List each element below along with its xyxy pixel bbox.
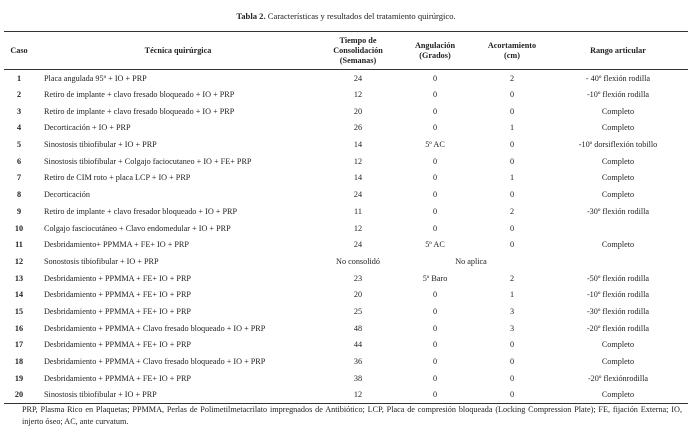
cell-angulacion: 0 [432, 223, 438, 233]
cell-angulacion: 0 [432, 156, 438, 166]
header-acortamiento-line: Acortamiento [487, 40, 537, 50]
cell-caso: 10 [14, 223, 24, 233]
cell-tecnica: Desbridamiento + PPMMA + Clavo fresado bloqueado + IO + PRP [44, 357, 266, 367]
cell-rango: Completo [601, 106, 635, 116]
cell-caso: 18 [14, 357, 24, 367]
header-angulacion-line: Angulación [414, 40, 456, 50]
cell-tecnica: Sinostosis tibiofibular + IO + PRP [44, 140, 157, 150]
cell-rango: -10º flexión rodilla [586, 290, 650, 300]
cell-rango: Completo [601, 357, 635, 367]
cell-tiempo: 26 [353, 123, 363, 133]
cell-angulacion: 0 [432, 90, 438, 100]
cell-tiempo: 23 [353, 273, 363, 283]
cell-tiempo: 44 [353, 340, 363, 350]
table-row [4, 320, 688, 337]
cell-tiempo: 11 [354, 206, 362, 216]
table-row [4, 303, 688, 320]
cell-tiempo: 12 [322, 387, 394, 404]
table-row [4, 120, 688, 137]
cell-tecnica: Sinostosis tibiofibular + IO + PRP [34, 387, 322, 404]
results-table [4, 31, 688, 404]
cell-rango: Completo [601, 240, 635, 250]
header-angulacion [394, 32, 476, 70]
cell-caso: 5 [16, 140, 22, 150]
cell-tecnica: Retiro de implante + clavo fresador bloqueado + IO + PRP [44, 206, 238, 216]
cell-acortamiento: 0 [509, 357, 515, 367]
cell-rango: Completo [601, 156, 635, 166]
cell-rango: - 40º flexión rodilla [585, 73, 651, 83]
cell-angulacion: 0 [432, 340, 438, 350]
table-row [4, 286, 688, 303]
table-footnote: PRP, Plasma Rico en Plaquetas; PPMMA, Perlas de Polimetilmetacrilato impregnados de Antibiótico; LCP, Placa de compresión bloqueada (Locking Compression Plate); FE, fijación Externa; IO, injerto óseo; AC, ante curvatum. [22, 405, 682, 426]
cell-angulacion: 0 [432, 106, 438, 116]
cell-angulacion: 0 [432, 306, 438, 316]
table-row [4, 70, 688, 87]
table-row [4, 370, 688, 387]
header-tiempo [322, 32, 394, 70]
cell-caso: 20 [4, 387, 34, 404]
cell-rango: -20º flexiónrodilla [587, 373, 649, 383]
cell-caso: 8 [16, 190, 22, 200]
cell-tiempo: No consolidó [336, 256, 380, 266]
cell-acortamiento: 2 [509, 273, 515, 283]
cell-angulacion: 0 [432, 323, 438, 333]
cell-tiempo: 24 [353, 190, 363, 200]
cell-acortamiento: 1 [509, 173, 515, 183]
table-caption-text: Características y resultados del tratamiento quirúrgico. [265, 11, 456, 21]
cell-angulacion: 5º AC [425, 140, 445, 150]
cell-tecnica: Desbridamiento + PPMMA + FE+ IO + PRP [44, 373, 191, 383]
cell-tecnica: Retiro de CIM roto + placa LCP + IO + PRP [44, 173, 191, 183]
cell-caso: 16 [14, 323, 24, 333]
cell-rango: Completo [601, 123, 635, 133]
cell-tiempo: 12 [353, 90, 363, 100]
cell-tecnica: Sinostosis tibiofibular + Colgajo faciocutaneo + IO + FE+ PRP [44, 156, 252, 166]
header-caso: Caso [4, 32, 34, 70]
cell-tiempo: 12 [353, 156, 363, 166]
cell-angulacion: 0 [432, 190, 438, 200]
table-row [4, 203, 688, 220]
cell-rango [548, 253, 688, 270]
table-caption-label: Tabla 2. [236, 11, 266, 21]
cell-tecnica: Desbridamiento + PPMMA + FE+ IO + PRP [44, 273, 191, 283]
cell-caso: 2 [16, 90, 22, 100]
cell-rango: -10º dorsiflexión tobillo [578, 140, 658, 150]
cell-tecnica: Decorticación [44, 190, 90, 200]
header-tiempo-line: Consolidación [333, 45, 383, 55]
cell-angulacion: 0 [432, 73, 438, 83]
cell-acortamiento: 0 [509, 106, 515, 116]
cell-acortamiento: No aplica [455, 256, 487, 266]
cell-tiempo: 48 [353, 323, 363, 333]
cell-tiempo: 12 [353, 223, 363, 233]
cell-acortamiento: 0 [476, 387, 548, 404]
cell-caso: 15 [14, 306, 24, 316]
cell-rango: Completo [601, 340, 635, 350]
cell-tiempo: 14 [353, 140, 363, 150]
cell-tiempo: 24 [353, 240, 363, 250]
cell-rango: -10º flexión rodilla [586, 90, 650, 100]
cell-acortamiento: 0 [509, 340, 515, 350]
cell-angulacion: 0 [432, 290, 438, 300]
cell-acortamiento: 1 [509, 290, 515, 300]
cell-acortamiento: 0 [509, 240, 515, 250]
cell-rango: Completo [601, 190, 635, 200]
cell-tecnica: Colgajo fasciocutáneo + Clavo endomedular + IO + PRP [44, 223, 231, 233]
header-acortamiento-line: (cm) [504, 50, 520, 60]
cell-tiempo: 38 [353, 373, 363, 383]
cell-tecnica: Retiro de implante + clavo fresado bloqueado + IO + PRP [44, 90, 235, 100]
cell-tiempo: 36 [353, 357, 363, 367]
cell-acortamiento: 1 [509, 123, 515, 133]
table-row [4, 387, 688, 404]
header-angulacion-line: (Grados) [419, 50, 451, 60]
cell-tecnica: Sonostosis tibiofibular + IO + PRP [44, 256, 159, 266]
table-row [4, 353, 688, 370]
cell-tecnica: Desbridamiento + PPMMA + FE+ IO + PRP [44, 340, 191, 350]
cell-angulacion: 0 [432, 206, 438, 216]
header-tiempo-line: Tiempo de [339, 35, 377, 45]
cell-rango [548, 220, 688, 237]
cell-acortamiento: 0 [509, 373, 515, 383]
cell-angulacion: 0 [432, 123, 438, 133]
header-tecnica: Técnica quirúrgica [34, 32, 322, 70]
cell-angulacion: 5º AC [425, 240, 445, 250]
table-body [4, 70, 688, 404]
table-row [4, 86, 688, 103]
cell-acortamiento: 0 [509, 156, 515, 166]
table-caption [0, 11, 692, 21]
cell-tecnica: Retiro de implante + clavo fresado bloqueado + IO + PRP [44, 106, 235, 116]
header-acortamiento [476, 32, 548, 70]
cell-caso: 12 [14, 256, 24, 266]
cell-tecnica: Desbridamiento + PPMMA + Clavo fresado bloqueado + IO + PRP [44, 323, 266, 333]
table-row [4, 103, 688, 120]
cell-acortamiento: 3 [509, 323, 515, 333]
cell-tecnica: Desbridamiento+ PPMMA + FE+ IO + PRP [44, 240, 189, 250]
table-row [4, 136, 688, 153]
table-row [4, 153, 688, 170]
table-row [4, 236, 688, 253]
cell-tecnica: Desbridamiento + PPMMA + FE+ IO + PRP [44, 306, 191, 316]
table-row [4, 220, 688, 237]
cell-tiempo: 14 [353, 173, 363, 183]
cell-caso: 3 [16, 106, 22, 116]
cell-caso: 9 [16, 206, 22, 216]
table-row [4, 170, 688, 187]
cell-angulacion: 0 [432, 173, 438, 183]
cell-tecnica: Decorticación + IO + PRP [44, 123, 131, 133]
cell-acortamiento: 0 [509, 223, 515, 233]
cell-angulacion: 0 [432, 373, 438, 383]
cell-rango: -50º flexión rodilla [586, 273, 650, 283]
cell-tecnica: Placa angulada 95º + IO + PRP [44, 73, 147, 83]
cell-rango: -30º flexión rodilla [586, 306, 650, 316]
cell-caso: 13 [14, 273, 24, 283]
table-row [4, 253, 688, 270]
header-tiempo-line: (Semanas) [339, 55, 377, 65]
cell-caso: 14 [14, 290, 24, 300]
cell-caso: 1 [16, 73, 22, 83]
table-row [4, 186, 688, 203]
cell-rango: Completo [548, 387, 688, 404]
cell-caso: 7 [16, 173, 22, 183]
cell-rango: -20º flexión rodilla [586, 323, 650, 333]
table-row [4, 337, 688, 354]
cell-tiempo: 20 [353, 106, 363, 116]
cell-tiempo: 25 [353, 306, 363, 316]
cell-angulacion: 0 [432, 357, 438, 367]
cell-caso: 6 [16, 156, 22, 166]
cell-caso: 11 [15, 240, 23, 250]
cell-tecnica: Desbridamiento + PPMMA + FE+ IO + PRP [44, 290, 191, 300]
cell-angulacion: 5º Baro [422, 273, 448, 283]
cell-caso: 19 [14, 373, 24, 383]
cell-acortamiento: 0 [509, 90, 515, 100]
table-header-row [4, 32, 688, 70]
cell-acortamiento: 2 [509, 73, 515, 83]
cell-caso: 4 [16, 123, 22, 133]
cell-tiempo: 20 [353, 290, 363, 300]
cell-angulacion: 0 [394, 387, 476, 404]
cell-acortamiento: 3 [509, 306, 515, 316]
table-row [4, 270, 688, 287]
cell-rango: Completo [601, 173, 635, 183]
header-rango: Rango articular [548, 32, 688, 70]
cell-acortamiento: 2 [509, 206, 515, 216]
cell-acortamiento: 0 [509, 190, 515, 200]
cell-acortamiento: 0 [509, 140, 515, 150]
cell-rango: -30º flexión rodilla [586, 206, 650, 216]
cell-tiempo: 24 [353, 73, 363, 83]
cell-caso: 17 [14, 340, 24, 350]
